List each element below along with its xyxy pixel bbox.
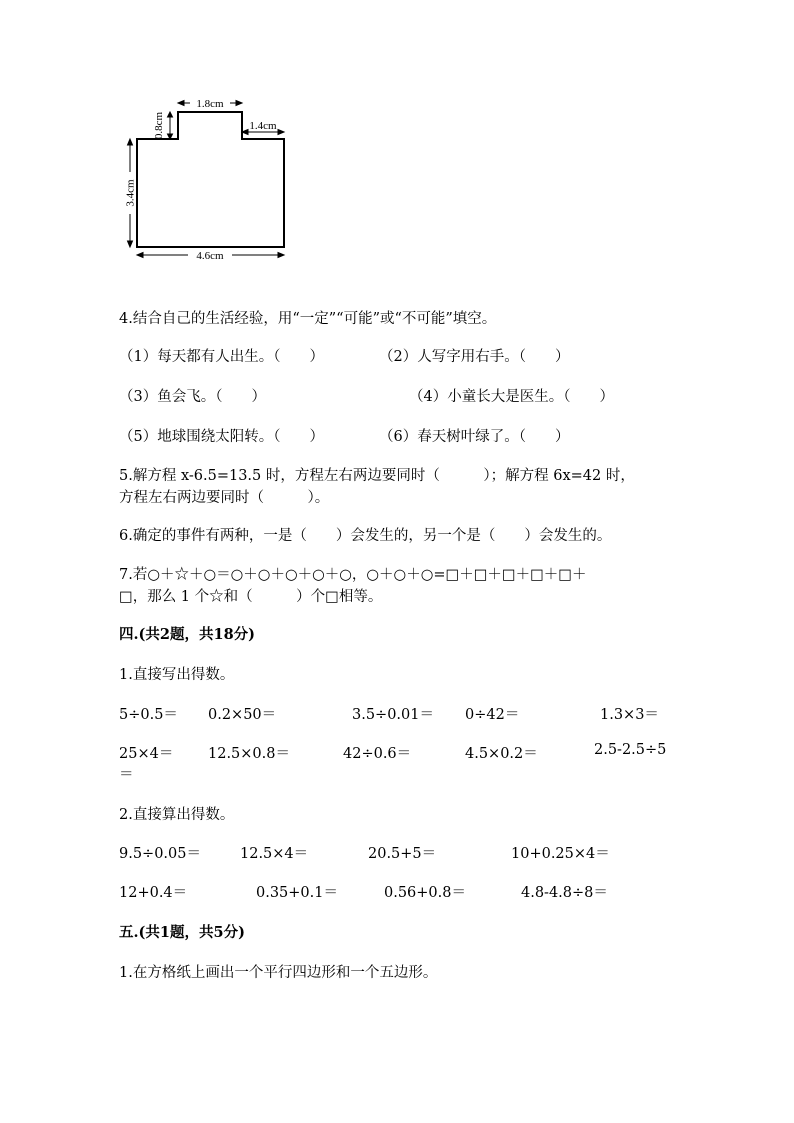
q4-item-2: （2）人写字用右手。（ ） (379, 349, 570, 365)
q4-item-4: （4）小童长大是医生。（ ） (409, 389, 614, 405)
dim-step-height-label: 0.8cm (153, 111, 165, 140)
s4-p1-r2-c5: 2.5-2.5÷5 (594, 742, 667, 758)
section-5-heading: 五.(共1题，共5分) (119, 924, 245, 941)
q4-item-3: （3）鱼会飞。（ ） (119, 389, 266, 405)
shape-figure (0, 0, 320, 280)
s4-p1-r1-c1: 5÷0.5＝ (119, 707, 178, 723)
s4-p1-r2-c4: 4.5×0.2＝ (465, 746, 538, 762)
s4-p1-r1-c5: 1.3×3＝ (600, 707, 659, 723)
s5-p1-title: 1.在方格纸上画出一个平行四边形和一个五边形。 (119, 965, 438, 981)
dim-top-width-label: 1.8cm (196, 98, 224, 110)
s4-p2-r1-c1: 9.5÷0.05＝ (119, 846, 201, 862)
s4-p2-r1-c2: 12.5×4＝ (240, 846, 309, 862)
s4-p2-r2-c3: 0.56+0.8＝ (384, 885, 466, 901)
q4-title: 4.结合自己的生活经验，用“一定”“可能”或“不可能”填空。 (119, 311, 497, 327)
q7-line-2: □，那么 1 个☆和（ ）个□相等。 (119, 589, 383, 605)
dim-right-notch-label: 1.4cm (249, 120, 277, 132)
s4-p1-r2-c2: 12.5×0.8＝ (208, 746, 290, 762)
q5-line-2: 方程左右两边要同时（ ）。 (119, 490, 330, 506)
dim-left-height-label: 3.4cm (124, 179, 137, 207)
s4-p1-r1-c2: 0.2×50＝ (208, 707, 277, 723)
s4-p2-r2-c1: 12+0.4＝ (119, 885, 188, 901)
s4-p2-r1-c4: 10+0.25×4＝ (511, 846, 610, 862)
s4-p2-r2-c2: 0.35+0.1＝ (256, 885, 338, 901)
dim-bottom-width-label: 4.6cm (196, 250, 224, 262)
q4-item-6: （6）春天树叶绿了。（ ） (379, 429, 570, 445)
q4-item-1: （1）每天都有人出生。（ ） (119, 349, 324, 365)
q7-line-1: 7.若○＋☆＋○＝○＋○＋○＋○＋○，○＋○＋○=□＋□＋□＋□＋□＋ (119, 567, 587, 583)
s4-p1-r1-c3: 3.5÷0.01＝ (352, 707, 434, 723)
q6-text: 6.确定的事件有两种，一是（ ）会发生的，另一个是（ ）会发生的。 (119, 528, 612, 544)
q5-line-1: 5.解方程 x-6.5=13.5 时，方程左右两边要同时（ ）；解方程 6x=42 时， (119, 468, 635, 484)
section-4-heading: 四.(共2题，共18分) (119, 626, 256, 643)
s4-p2-r1-c3: 20.5+5＝ (368, 846, 437, 862)
s4-p2-r2-c4: 4.8-4.8÷8＝ (521, 885, 608, 901)
s4-p1-r2-c1: 25×4＝ (119, 746, 174, 762)
q4-item-5: （5）地球围绕太阳转。（ ） (119, 429, 324, 445)
s4-p1-r2-wrap: ＝ (119, 767, 134, 783)
s4-p1-r2-c3: 42÷0.6＝ (343, 746, 412, 762)
s4-p1-r1-c4: 0÷42＝ (465, 707, 520, 723)
s4-p1-title: 1.直接写出得数。 (119, 667, 235, 683)
s4-p2-title: 2.直接算出得数。 (119, 807, 235, 823)
